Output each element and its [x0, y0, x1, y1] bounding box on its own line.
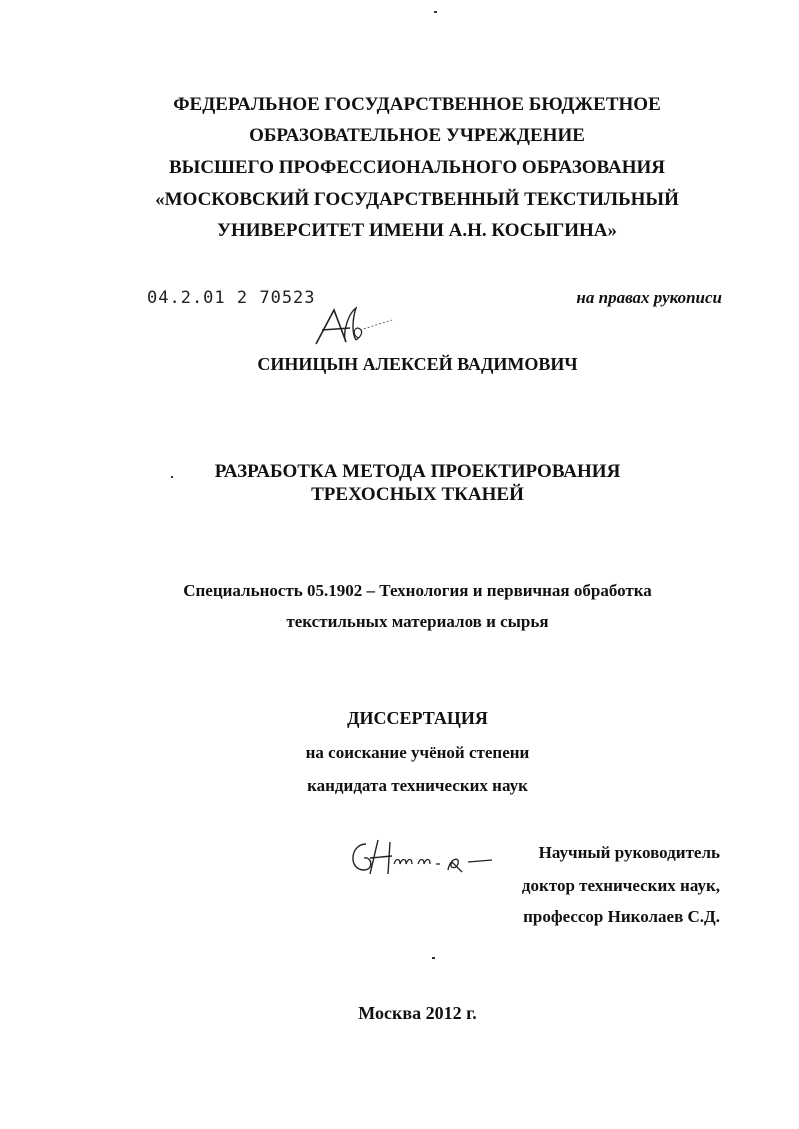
advisor-degree: доктор технических наук,: [521, 876, 720, 895]
author-name: СИНИЦЫН АЛЕКСЕЙ ВАДИМОВИЧ: [257, 354, 578, 374]
scan-speck-top: [434, 11, 437, 13]
institution-line-3: ВЫСШЕГО ПРОФЕССИОНАЛЬНОГО ОБРАЗОВАНИЯ: [169, 157, 665, 178]
dissertation-degree-line-1: на соискание учёной степени: [305, 743, 530, 762]
institution-line-5: УНИВЕРСИТЕТ ИМЕНИ А.Н. КОСЫГИНА»: [217, 220, 617, 241]
advisor-name: профессор Николаев С.Д.: [523, 907, 720, 926]
advisor-signature: [344, 834, 500, 884]
manuscript-note: на правах рукописи: [576, 288, 722, 307]
city-year: Москва 2012 г.: [358, 1003, 477, 1023]
institution-line-1: ФЕДЕРАЛЬНОЕ ГОСУДАРСТВЕННОЕ БЮДЖЕТНОЕ: [173, 94, 661, 115]
thesis-title-line-2: ТРЕХОСНЫХ ТКАНЕЙ: [311, 484, 524, 505]
specialty-line-1: Специальность 05.1902 – Технология и первичная обработка: [183, 581, 652, 600]
specialty-line-2: текстильных материалов и сырья: [286, 612, 549, 631]
dissertation-heading: ДИССЕРТАЦИЯ: [347, 708, 488, 728]
dissertation-degree-line-2: кандидата технических наук: [307, 776, 528, 795]
advisor-role: Научный руководитель: [538, 843, 720, 862]
institution-line-2: ОБРАЗОВАТЕЛЬНОЕ УЧРЕЖДЕНИЕ: [249, 125, 585, 146]
institution-line-4: «МОСКОВСКИЙ ГОСУДАРСТВЕННЫЙ ТЕКСТИЛЬНЫЙ: [155, 189, 679, 210]
scan-speck-bottom: [432, 957, 435, 959]
thesis-title-line-1: РАЗРАБОТКА МЕТОДА ПРОЕКТИРОВАНИЯ: [214, 461, 621, 482]
catalog-code: 04.2.01 2 70523: [147, 288, 316, 308]
author-signature: [312, 300, 394, 350]
